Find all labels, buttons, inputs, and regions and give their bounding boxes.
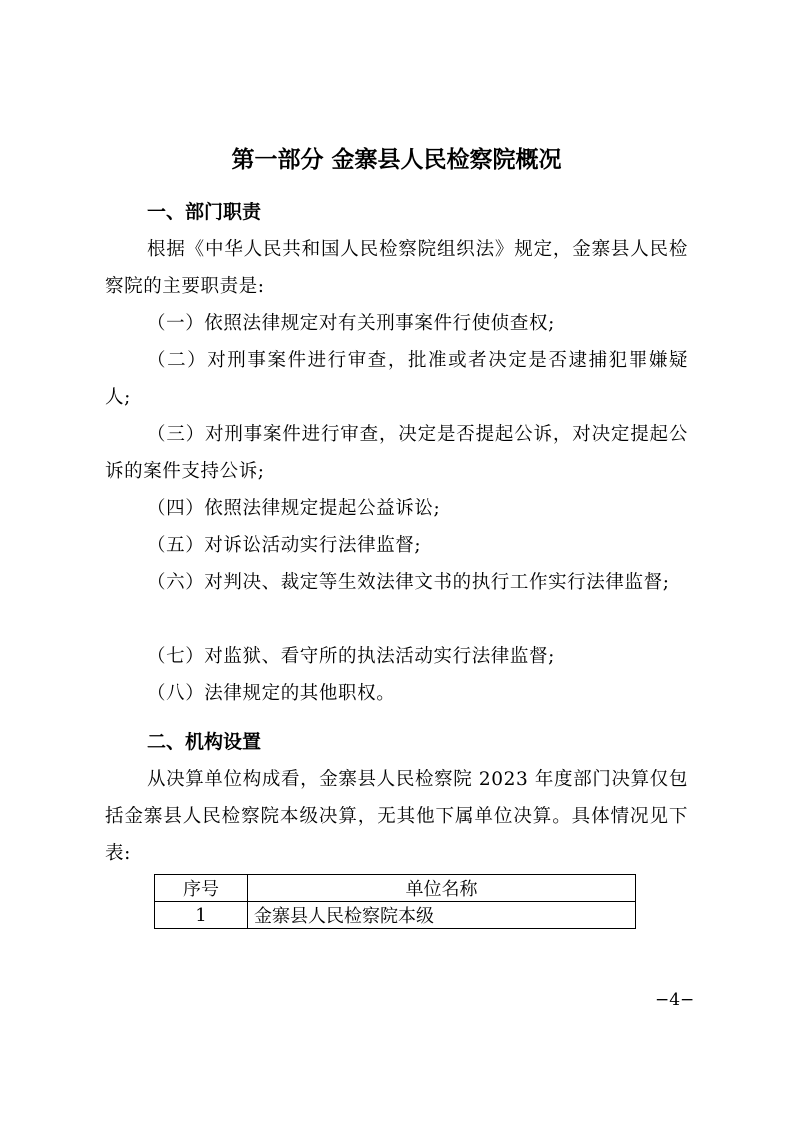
table-cell-index: 1 — [155, 902, 248, 929]
section1-heading: 一、部门职责 — [147, 201, 262, 223]
column-header-index: 序号 — [155, 875, 248, 902]
section2-heading: 二、机构设置 — [147, 731, 262, 753]
page-number: −4− — [655, 990, 695, 1010]
table-header-row — [155, 875, 636, 902]
unit-table — [154, 874, 636, 929]
duty-item-6: （六）对判决、裁定等生效法律文书的执行工作实行法律监督; — [147, 572, 670, 593]
column-header-unit-name: 单位名称 — [248, 875, 636, 902]
duty-item-1: （一）依照法律规定对有关刑事案件行使侦查权; — [147, 313, 555, 334]
table-row — [155, 902, 636, 929]
duty-item-4: （四）依照法律规定提起公益诉讼; — [147, 498, 441, 519]
duty-item-5: （五）对诉讼活动实行法律监督; — [147, 535, 422, 556]
duty-item-8: （八）法律规定的其他职权。 — [147, 683, 396, 704]
page-title: 第一部分 金寨县人民检察院概况 — [231, 147, 562, 173]
duty-item-7: （七）对监狱、看守所的执法活动实行法律监督; — [147, 646, 555, 667]
duty-item-2: （二）对刑事案件进行审查，批准或者决定是否逮捕犯罪嫌疑人; — [105, 350, 688, 408]
duty-item-3: （三）对刑事案件进行审查，决定是否提起公诉，对决定提起公诉的案件支持公诉; — [105, 424, 688, 482]
section2-text: 从决算单位构成看，金寨县人民检察院 2023 年度部门决算仅包括金寨县人民检察院本级决算，无其他下属单位决算。具体情况见下表: — [105, 769, 688, 864]
section1-intro: 根据《中华人民共和国人民检察院组织法》规定，金寨县人民检察院的主要职责是: — [105, 239, 688, 297]
table-cell-unit-name: 金寨县人民检察院本级 — [248, 902, 636, 929]
